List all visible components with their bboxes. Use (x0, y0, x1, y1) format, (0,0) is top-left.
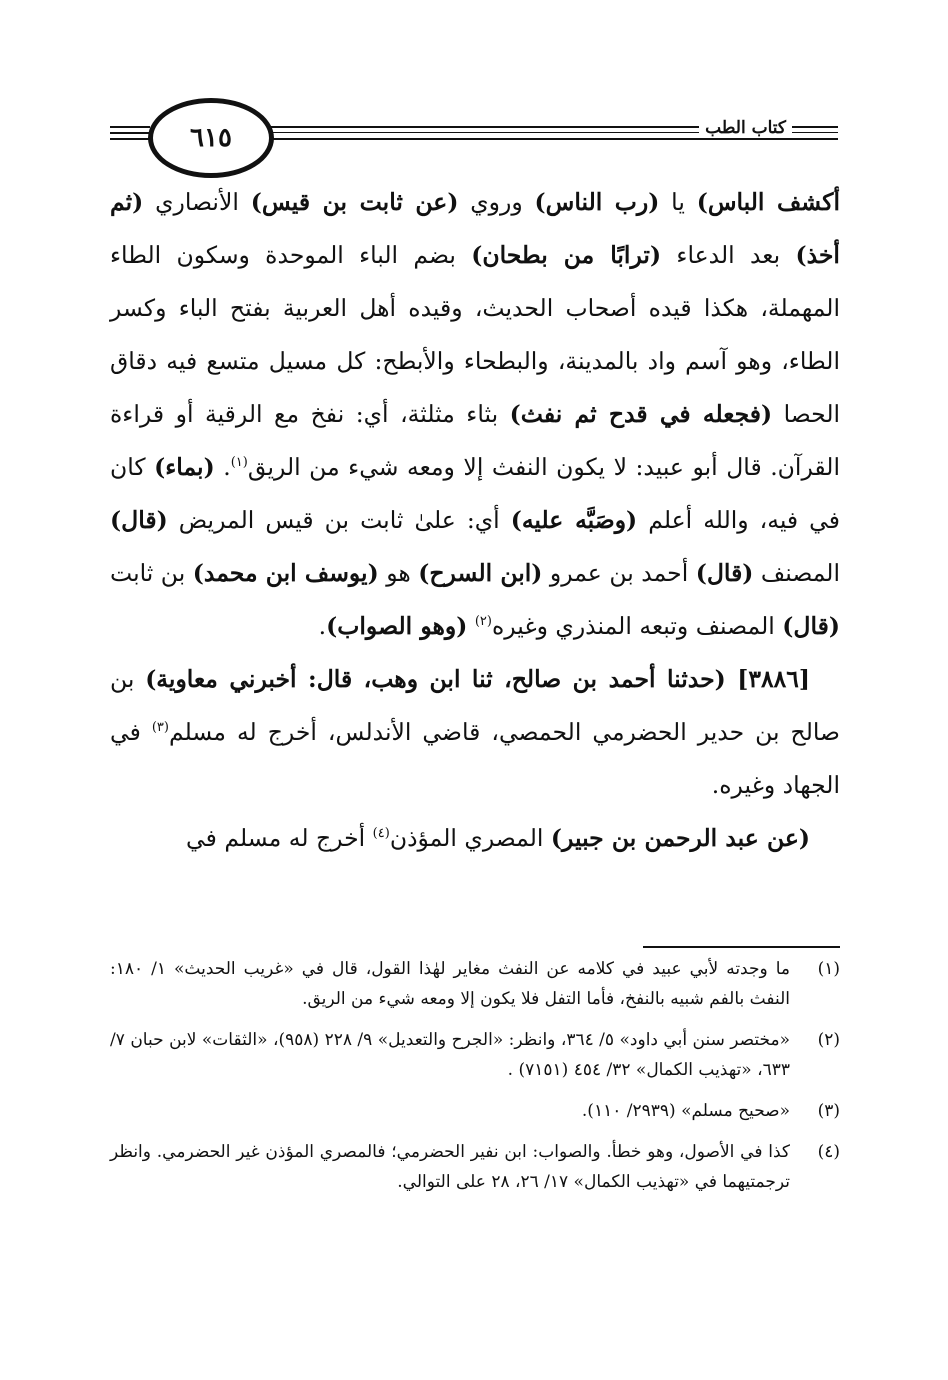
text-segment: . (318, 612, 327, 640)
header-rule-left-top (110, 126, 150, 128)
main-text (110, 176, 840, 865)
header-rule-left (110, 132, 150, 134)
text-segment: المصنف (753, 559, 840, 587)
paragraph-2 (110, 653, 840, 812)
footnote-separator (643, 946, 840, 948)
text-segment: (عن ثابت بن قيس) (250, 188, 459, 216)
header-rule-left-bottom (110, 138, 150, 140)
text-segment: كان في فيه، والله أعلم (110, 453, 840, 534)
text-segment: (ترابًا من بطحان) (471, 241, 662, 269)
text-segment: (فجعله في قدح ثم نفث) (509, 400, 773, 428)
text-segment: بضم الباء الموحدة وسكون الطاء المهملة، هكذا قيده أصحاب الحديث، وقيده أهل العربية بفتح الباء وكسر الطاء، وهو آسم واد بالمدينة، والبطحاء والأبطح: كل مسيل متسع فيه دقاق الحصا (110, 241, 841, 428)
footnote-text: كذا في الأصول، وهو خطأ. والصواب: ابن نفير الحضرمي؛ فالمصري المؤذن غير الحضرمي. وانظر ترجمتيهما في «تهذيب الكمال» ١٧/ ٢٦، ٢٨ على التوالي. (110, 1142, 790, 1192)
footnote-text: «مختصر سنن أبي داود» ٥/ ٣٦٤، وانظر: «الجرح والتعديل» ٩/ ٢٢٨ (٩٥٨)، «الثقات» لابن حبان ٧/ ٦٣٣، «تهذيب الكمال» ٣٢/ ٤٥٤ (٧١٥١) . (110, 1030, 791, 1080)
text-segment: (قال) (782, 612, 840, 640)
page-number: ٦١٥ (148, 98, 274, 178)
footnote-ref-2[interactable]: (٢) (474, 614, 492, 630)
footnote-text: ما وجدته لأبي عبيد في كلامه عن النفث مغاير لهٰذا القول، قال في «غريب الحديث» ١/ ١٨٠: النفث بالفم شبيه بالنفخ، فأما التفل فلا يكون إلا ومعه شيء من الريق. (110, 959, 790, 1009)
text-segment: (رب الناس) (534, 188, 660, 216)
footnote-1 (110, 954, 840, 1014)
footnote-number: (٢) (817, 1030, 840, 1050)
footnotes (110, 954, 840, 1208)
text-segment: (يوسف ابن محمد) (192, 559, 379, 587)
paragraph-1 (110, 176, 840, 653)
footnote-number: (٣) (817, 1101, 840, 1121)
text-segment: (ثم أخذ) (110, 188, 840, 269)
text-segment: الأنصاري (143, 188, 251, 216)
text-segment (467, 612, 474, 640)
text-segment: (وهو الصواب) (326, 612, 468, 640)
footnote-4 (110, 1137, 840, 1197)
text-segment: (ابن السرح) (418, 559, 543, 587)
footnote-3 (110, 1096, 840, 1126)
text-segment: المصري المؤذن (389, 824, 551, 852)
paragraph-3 (110, 812, 840, 865)
text-segment: هو (378, 559, 419, 587)
text-segment: (وصَبَّه عليه) (510, 506, 638, 534)
text-segment: بن صالح بن حدير الحضرمي الحمصي، قاضي الأندلس، أخرج له مسلم (110, 665, 840, 746)
footnote-number: (٤) (817, 1142, 840, 1162)
text-segment: (عن عبد الرحمن بن جبير) (550, 824, 810, 852)
text-segment: (قال) (110, 506, 168, 534)
footnote-number: (١) (817, 959, 840, 979)
text-segment: (بماء) (154, 453, 215, 481)
footnote-2 (110, 1025, 840, 1085)
footnote-text: «صحيح مسلم» (٢٩٣٩/ ١١٠). (581, 1101, 790, 1121)
footnote-ref-1[interactable]: (١) (230, 455, 248, 471)
text-segment: بعد الدعاء (661, 241, 796, 269)
text-segment: (قال) (695, 559, 754, 587)
text-segment: (حدثنا أحمد بن صالح، ثنا ابن وهب، قال: أخبرني معاوية) (145, 665, 726, 693)
text-segment: بن ثابت (110, 559, 193, 587)
text-segment: أحمد بن عمرو (542, 559, 696, 587)
footnote-ref-4[interactable]: (٤) (372, 826, 390, 842)
text-segment: المصنف وتبعه المنذري وغيره (491, 612, 783, 640)
page-header (110, 98, 840, 170)
text-segment: أي: علىٰ ثابت بن قيس المريض (167, 506, 511, 534)
text-segment: أكشف الباس) (696, 188, 840, 216)
text-segment: في الجهاد وغيره. (110, 718, 840, 799)
text-segment: أخرج له مسلم في (186, 824, 373, 852)
text-segment: وروي (458, 188, 535, 216)
header-rule-bottom (260, 138, 838, 140)
footnote-ref-3[interactable]: (٣) (151, 720, 169, 736)
text-segment: بثاء مثلثة، أي: نفخ مع الرقية أو قراءة القرآن. قال أبو عبيد: لا يكون النفث إلا ومعه شيء من الريق (110, 400, 840, 481)
chapter-title: كتاب الطب (699, 118, 792, 138)
text-segment: . (214, 453, 231, 481)
text-segment: يا (659, 188, 697, 216)
hadith-number: [٣٨٨٦] (725, 665, 810, 693)
